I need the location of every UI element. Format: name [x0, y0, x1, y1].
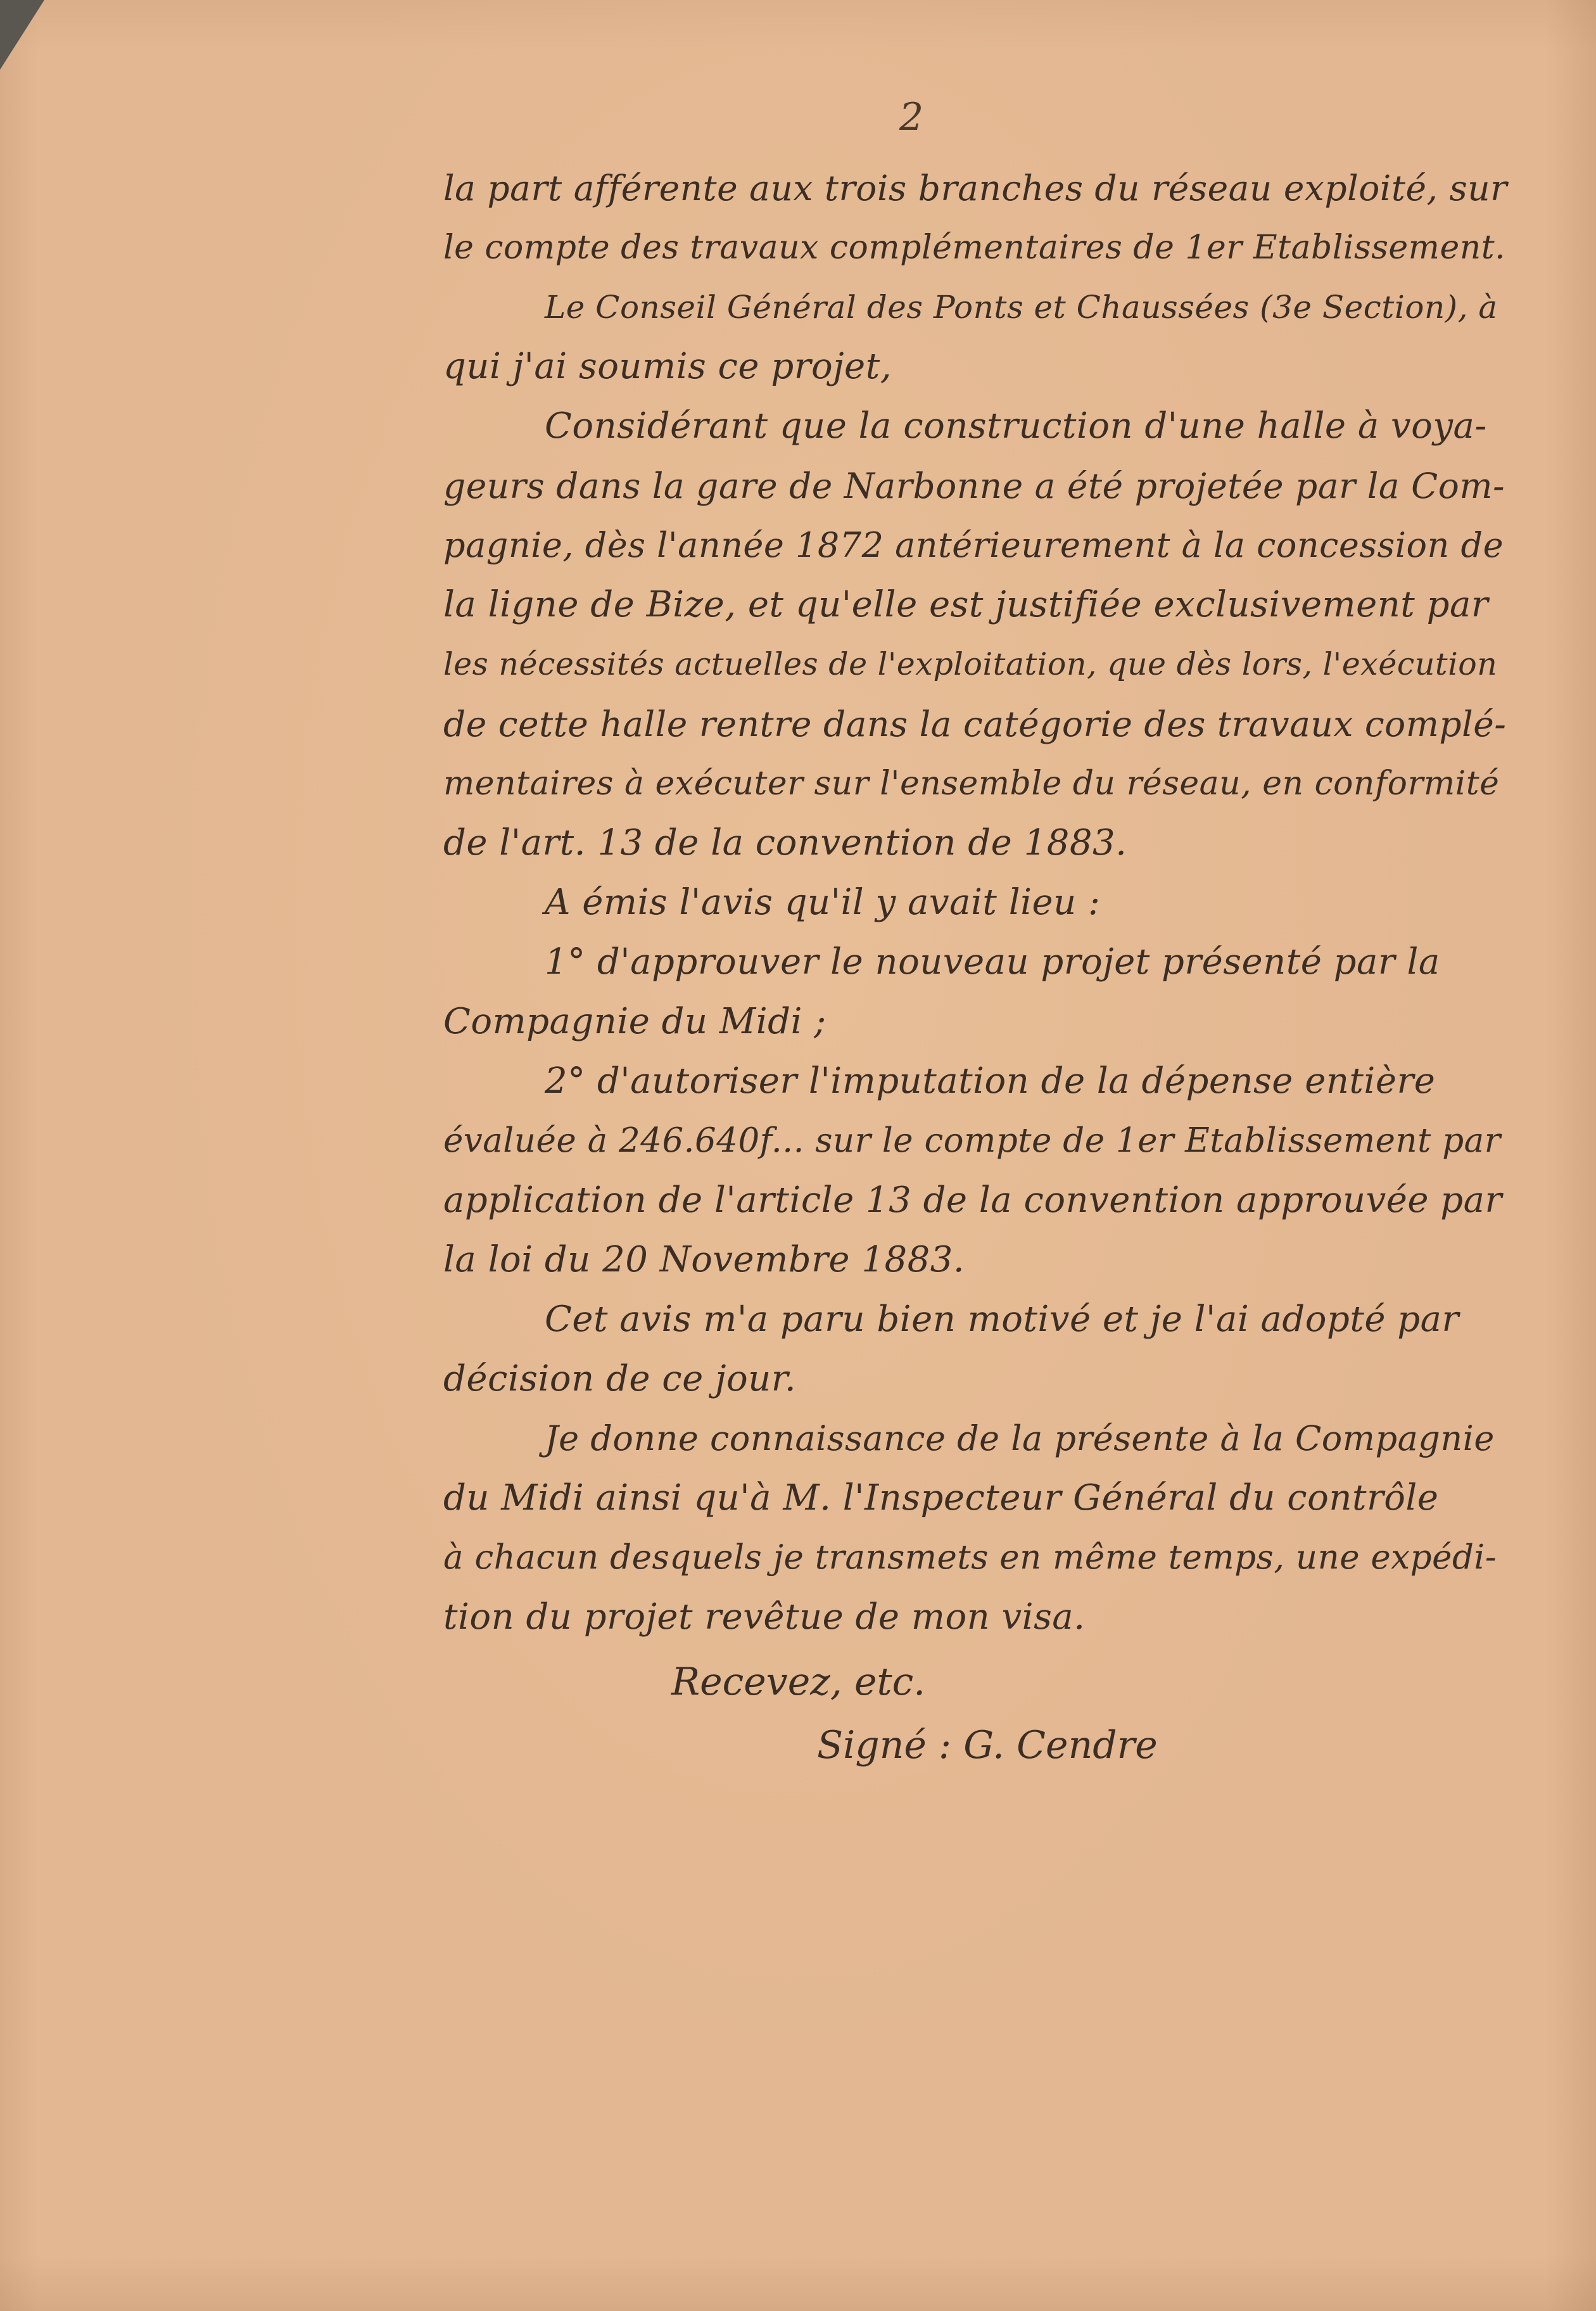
body-line: la ligne de Bize, et qu'elle est justifiée exclusivement par [443, 584, 1489, 625]
body-line: pagnie, dès l'année 1872 antérieurement à la concession de [443, 525, 1504, 565]
body-line: Considérant que la construction d'une halle à voya- [545, 405, 1487, 447]
body-line: qui j'ai soumis ce projet, [443, 346, 892, 387]
torn-corner [0, 0, 44, 70]
body-line: geurs dans la gare de Narbonne a été projetée par la Com- [443, 466, 1505, 506]
body-line: mentaires à exécuter sur l'ensemble du réseau, en conformité [443, 765, 1500, 803]
body-line: la loi du 20 Novembre 1883. [443, 1239, 965, 1280]
body-line: évaluée à 246.640f... sur le compte de 1er Etablissement par [443, 1121, 1501, 1160]
body-line: le compte des travaux complémentaires de 1er Etablissement. [443, 229, 1506, 267]
body-line: de cette halle rentre dans la catégorie des travaux complé- [443, 704, 1507, 744]
signature-line: Signé : G. Cendre [817, 1723, 1158, 1767]
body-line: Compagnie du Midi ; [443, 1001, 826, 1042]
body-line: du Midi ainsi qu'à M. l'Inspecteur Général du contrôle [443, 1477, 1439, 1518]
body-line: 2° d'autoriser l'imputation de la dépense entière [545, 1060, 1436, 1102]
body-line: les nécessités actuelles de l'exploitation, que dès lors, l'exécution [443, 646, 1498, 682]
body-line: A émis l'avis qu'il y avait lieu : [545, 882, 1101, 923]
body-line: application de l'article 13 de la convention approuvée par [443, 1180, 1502, 1221]
body-line: Le Conseil Général des Ponts et Chaussées (3e Section), à [545, 289, 1498, 326]
body-line: la part afférente aux trois branches du réseau exploité, sur [443, 168, 1507, 208]
body-line: de l'art. 13 de la convention de 1883. [443, 822, 1127, 863]
letter-body [443, 158, 1507, 1647]
closing-salutation: Recevez, etc. [671, 1660, 926, 1704]
body-line: Cet avis m'a paru bien motivé et je l'ai adopté par [545, 1299, 1459, 1340]
body-line: 1° d'approuver le nouveau projet présenté par la [545, 941, 1440, 983]
body-line: décision de ce jour. [443, 1358, 797, 1399]
page-number: 2 [899, 95, 924, 139]
body-line: Je donne connaissance de la présente à la Compagnie [545, 1418, 1495, 1458]
body-line: tion du projet revêtue de mon visa. [443, 1596, 1086, 1638]
body-line: à chacun desquels je transmets en même temps, une expédi- [443, 1538, 1497, 1577]
